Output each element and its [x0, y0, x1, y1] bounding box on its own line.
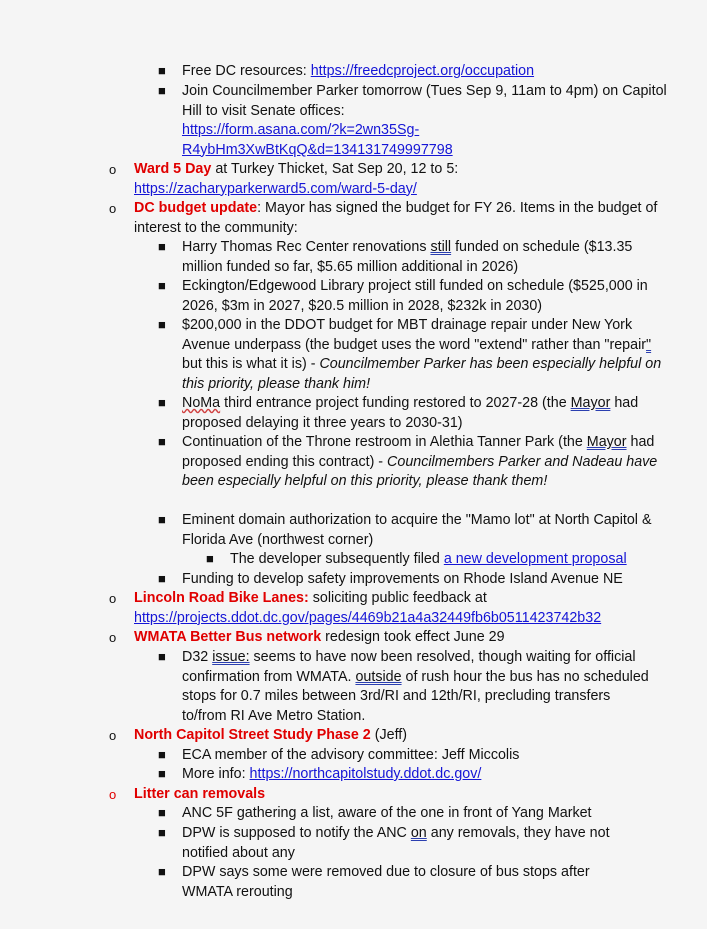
item-text-emphasis: Mayor — [570, 395, 611, 411]
circle-bullet-icon: o — [109, 787, 117, 802]
item-text-italic: Councilmembers Parker and Nadeau have been especially helpful on this priority, please thank them! — [182, 453, 658, 490]
square-bullet-icon: ■ — [158, 278, 166, 293]
circle-bullet-icon: o — [109, 630, 117, 645]
square-bullet-icon: ■ — [158, 766, 166, 781]
item-text: D32 — [182, 649, 213, 665]
list-item-more-info — [158, 765, 672, 785]
item-text: of rush hour the bus has no scheduled stops for 0.7 miles between 3rd/RI and 12th/RI, precluding transfers to/from RI Ave Metro Station. — [182, 668, 649, 724]
list-item-north-capitol — [109, 726, 674, 746]
list-item-d32 — [158, 648, 657, 726]
item-text: Eminent domain authorization to acquire the "Mamo lot" at North Capitol & Florida Ave (northwest corner) — [182, 512, 652, 548]
item-text-emphasis: outside — [355, 668, 402, 685]
list-item-join-parker — [158, 82, 672, 160]
section-heading: North Capitol Street Study Phase 2 — [134, 727, 371, 743]
item-text: ECA member of the advisory committee: Jeff Miccolis — [182, 747, 520, 763]
item-text: had proposed delaying it three years to 2030-31) — [182, 395, 639, 431]
item-text-spellcheck: NoMa — [182, 395, 221, 411]
square-bullet-icon: ■ — [158, 83, 166, 98]
item-text-emphasis: on — [410, 825, 427, 841]
item-text-emphasis: " — [646, 336, 652, 353]
list-item-noma — [158, 394, 672, 433]
ward5-link[interactable]: https://zacharyparkerward5.com/ward-5-day/ — [134, 180, 417, 197]
item-text: More info: — [182, 766, 250, 782]
list-item-harry-thomas — [158, 238, 672, 277]
list-item-anc5f — [158, 804, 672, 824]
list-item-throne — [158, 433, 672, 492]
section-heading: Ward 5 Day — [134, 161, 212, 177]
item-text: at Turkey Thicket, Sat Sep 20, 12 to 5: — [211, 161, 459, 177]
item-text: Continuation of the Throne restroom in Alethia Tanner Park (the — [182, 434, 587, 450]
asana-form-link-line1[interactable]: https://form.asana.com/?k=2wn35Sg- — [182, 122, 420, 139]
section-heading: DC budget update — [134, 200, 258, 216]
list-item-ddot-mbt — [158, 316, 672, 394]
item-text: $200,000 in the DDOT budget for MBT drainage repair under New York Avenue underpass (the budget uses the word "extend" rather than "repair — [182, 317, 647, 353]
item-text: Harry Thomas Rec Center renovations — [182, 239, 431, 255]
square-bullet-icon: ■ — [158, 864, 166, 879]
list-item-rhode-island — [158, 570, 672, 590]
list-item-eca-member — [158, 746, 672, 766]
list-item-developer — [206, 550, 680, 570]
square-bullet-icon: ■ — [158, 317, 166, 332]
list-item-lincoln-road — [109, 589, 674, 628]
item-text: Funding to develop safety improvements on Rhode Island Avenue NE — [182, 571, 623, 587]
item-text: (Jeff) — [370, 727, 408, 743]
item-text: : Mayor has signed the budget for FY 26. Items in the budget of interest to the community: — [134, 200, 658, 236]
list-item-budget-update — [109, 199, 674, 238]
item-text: DPW is supposed to notify the ANC — [182, 825, 411, 841]
section-heading: WMATA Better Bus network — [134, 629, 322, 645]
circle-bullet-icon: o — [109, 728, 117, 743]
item-text: had proposed ending this contract) - — [182, 434, 655, 470]
square-bullet-icon: ■ — [158, 239, 166, 254]
circle-bullet-icon: o — [109, 201, 117, 216]
square-bullet-icon: ■ — [158, 434, 166, 449]
item-text-emphasis: still — [430, 239, 452, 255]
item-text: Join Councilmember Parker tomorrow (Tues Sep 9, 11am to 4pm) on Capitol Hill to visit Senate offices: — [182, 83, 667, 119]
freedc-link[interactable]: https://freedcproject.org/occupation — [310, 63, 535, 79]
item-text: any removals, they have not notified about any — [182, 825, 610, 861]
square-bullet-icon: ■ — [158, 805, 166, 820]
square-bullet-icon: ■ — [158, 63, 166, 78]
square-bullet-icon: ■ — [158, 649, 166, 664]
ddot-projects-link[interactable]: https://projects.ddot.dc.gov/pages/4469b21a4a32449fb6b0511423742b32 — [134, 609, 602, 626]
list-item-ward5-day — [109, 160, 674, 199]
item-text: Eckington/Edgewood Library project still funded on schedule ($525,000 in 2026, $3m in 2027, $20.5 million in 2028, $232k in 2030) — [182, 278, 648, 314]
item-text: DPW says some were removed due to closure of bus stops after WMATA rerouting — [182, 864, 590, 900]
item-text: seems to have now been resolved, though waiting for official confirmation from WMATA. — [182, 649, 636, 685]
list-item-wmata — [109, 628, 674, 648]
item-text: ANC 5F gathering a list, aware of the one in front of Yang Market — [182, 805, 592, 821]
square-bullet-icon: ■ — [158, 825, 166, 840]
item-text-emphasis: issue: — [212, 649, 250, 665]
square-bullet-icon: ■ — [158, 395, 166, 410]
section-heading: Lincoln Road Bike Lanes: — [134, 590, 309, 606]
list-item-free-dc — [158, 62, 672, 82]
item-text: Free DC resources: — [182, 63, 311, 79]
item-text: soliciting public feedback at — [308, 590, 487, 606]
development-proposal-link[interactable]: a new development proposal — [443, 551, 627, 567]
list-item-litter — [109, 785, 674, 805]
square-bullet-icon: ■ — [158, 571, 166, 586]
square-bullet-icon: ■ — [158, 747, 166, 762]
section-heading: Litter can removals — [134, 786, 266, 802]
item-text-emphasis: Mayor — [586, 434, 627, 450]
item-text: but this is what it is) - — [182, 356, 320, 373]
item-text-italic: Councilmember Parker has been especially helpful on this priority, please thank him! — [182, 356, 662, 392]
square-bullet-icon: ■ — [158, 512, 166, 527]
north-capitol-study-link[interactable]: https://northcapitolstudy.ddot.dc.gov/ — [249, 766, 482, 782]
item-text: redesign took effect June 29 — [321, 629, 505, 645]
list-item-eckington — [158, 277, 662, 316]
item-text: third entrance project funding restored to 2027-28 (the — [220, 395, 571, 411]
circle-bullet-icon: o — [109, 591, 117, 606]
list-item-eminent-domain — [158, 511, 672, 550]
item-text: The developer subsequently filed — [230, 551, 444, 567]
circle-bullet-icon: o — [109, 162, 117, 177]
item-text: funded on schedule ($13.35 million funded so far, $5.65 million additional in 2026) — [182, 239, 633, 275]
list-item-dpw-notify — [158, 824, 652, 863]
asana-form-link-line2[interactable]: R4ybHm3XwBtKqQ&d=1341317499977​98 — [182, 141, 453, 158]
list-item-dpw-says — [158, 863, 642, 902]
square-bullet-icon: ■ — [206, 551, 214, 566]
